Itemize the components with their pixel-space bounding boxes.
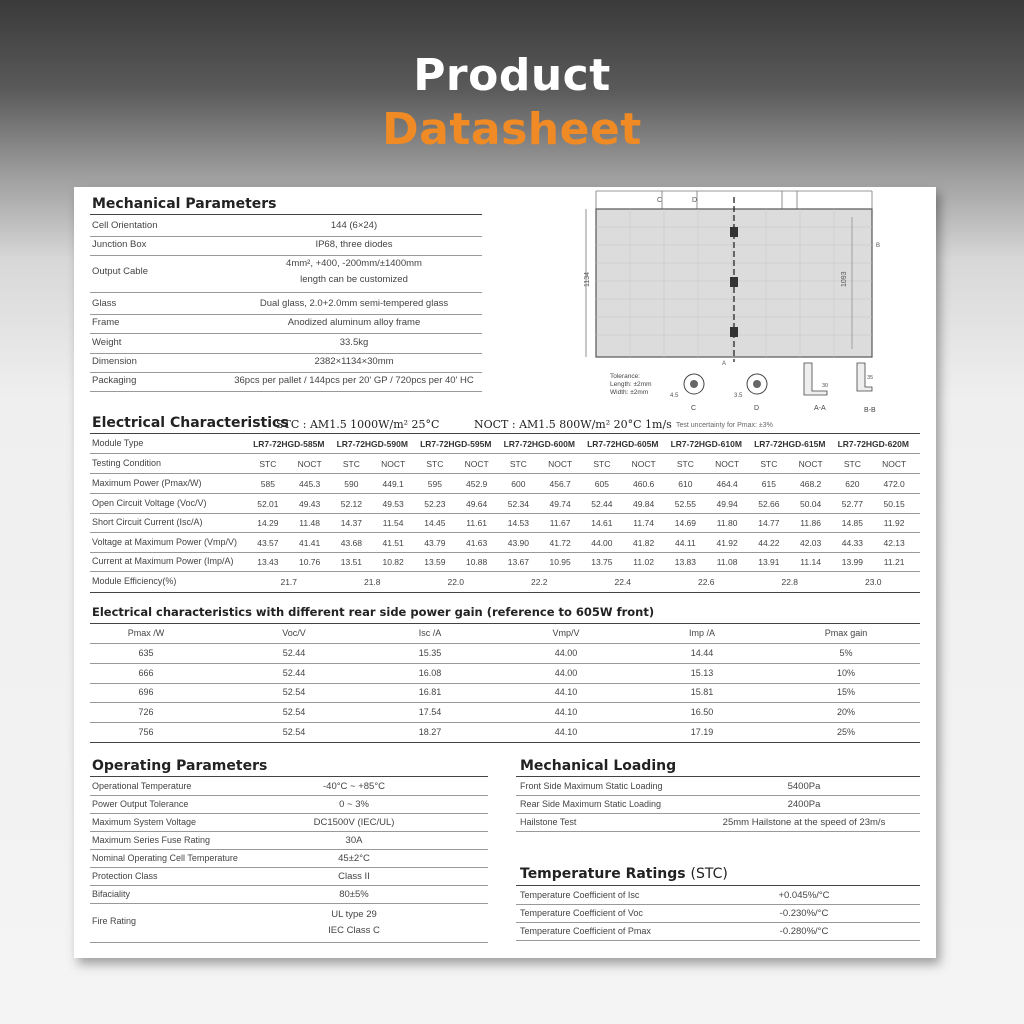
table-cell: 16.50	[690, 707, 714, 718]
table-cell: 590	[344, 479, 359, 489]
row-divider	[90, 571, 920, 572]
table-cell: 44.33	[841, 537, 864, 548]
table-cell: 42.13	[883, 537, 905, 548]
row-divider	[90, 742, 920, 743]
divider	[516, 885, 920, 886]
table-cell: 14.45	[424, 518, 446, 529]
table-cell: 41.63	[465, 537, 488, 548]
table-cell: 18.27	[418, 726, 442, 737]
table-row-label: Temperature Coefficient of Pmax	[520, 926, 651, 936]
row-divider	[90, 513, 920, 514]
row-divider	[90, 333, 482, 334]
table-cell: 615	[761, 479, 776, 489]
row-divider	[90, 831, 488, 832]
table-cell: 41.51	[382, 537, 404, 548]
table-row-label: Module Efficiency(%)	[92, 576, 177, 586]
table-row-label: Glass	[92, 298, 117, 309]
efficiency-cell: 22.2	[530, 577, 548, 587]
row-divider	[90, 942, 488, 943]
row-divider	[90, 867, 488, 868]
row-divider	[90, 292, 482, 293]
row-divider	[90, 552, 920, 553]
table-cell: 10%	[836, 667, 855, 678]
table-cell: 15.81	[690, 687, 714, 698]
svg-text:4.5: 4.5	[670, 393, 679, 399]
model-header: LR7-72HGD-620M	[837, 439, 909, 449]
table-row-value: 144 (6×24)	[330, 220, 378, 231]
test-uncertainty: Test uncertainty for Pmax: ±3%	[676, 422, 773, 429]
table-cell: 11.21	[883, 557, 905, 568]
svg-text:C: C	[657, 197, 663, 204]
table-cell: 13.51	[340, 557, 363, 568]
table-cell: 13.67	[507, 557, 530, 568]
table-cell: 449.1	[382, 479, 404, 489]
table-cell: 600	[511, 479, 526, 489]
row-divider	[90, 702, 920, 703]
table-cell: 52.44	[282, 667, 306, 678]
table-cell: 10.88	[465, 557, 488, 568]
row-divider	[90, 493, 920, 494]
row-divider	[90, 663, 920, 664]
efficiency-cell: 22.4	[614, 577, 632, 587]
table-cell: 696	[138, 687, 154, 698]
model-header: LR7-72HGD-600M	[503, 439, 575, 449]
loading-title: Mechanical Loading	[520, 758, 677, 774]
table-cell: 11.74	[633, 518, 654, 529]
table-cell: 49.94	[716, 498, 738, 509]
divider	[90, 592, 920, 593]
row-divider	[516, 795, 920, 796]
condition-stc: STC	[760, 459, 778, 469]
table-cell: 605	[594, 479, 609, 489]
svg-text:A: A	[722, 361, 727, 367]
table-row-value: Anodized aluminum alloy frame	[287, 317, 421, 328]
table-cell: 14.37	[340, 518, 363, 529]
table-cell: 15%	[836, 687, 855, 698]
row-divider	[516, 831, 920, 832]
mechanical-title: Mechanical Parameters	[92, 196, 277, 212]
model-header: LR7-72HGD-610M	[670, 439, 742, 449]
model-header: LR7-72HGD-590M	[336, 439, 408, 449]
table-cell: 42.03	[799, 537, 822, 548]
condition-noct: NOCT	[381, 459, 406, 469]
efficiency-cell: 23.0	[864, 577, 882, 587]
table-cell: 15.13	[690, 667, 714, 678]
table-cell: 756	[138, 726, 154, 737]
table-cell: 14.61	[591, 518, 613, 529]
table-row-label: Temperature Coefficient of Isc	[520, 890, 640, 900]
table-cell: 52.54	[282, 726, 306, 737]
table-row-value: 30A	[345, 835, 363, 846]
model-header: LR7-72HGD-605M	[587, 439, 659, 449]
table-cell: 44.10	[554, 707, 578, 718]
row-divider	[516, 940, 920, 941]
table-row-label: Rear Side Maximum Static Loading	[520, 799, 662, 809]
svg-text:30: 30	[822, 383, 829, 389]
condition-stc: STC	[593, 459, 611, 469]
table-cell: 52.44	[282, 648, 306, 658]
condition-noct: NOCT	[715, 459, 740, 469]
table-cell: 49.53	[382, 498, 404, 509]
row-divider	[90, 314, 482, 315]
table-row-label: Maximum System Voltage	[92, 817, 197, 827]
table-cell: 13.75	[591, 557, 613, 568]
table-row-value: IP68, three diodes	[315, 239, 393, 250]
table-row-value: Dual glass, 2.0+2.0mm semi-tempered glass	[259, 298, 449, 309]
svg-text:A-A: A-A	[814, 405, 826, 412]
table-row-value: IEC Class C	[328, 925, 380, 936]
divider	[90, 776, 488, 777]
table-cell: 14.29	[257, 518, 279, 529]
table-cell: 726	[138, 707, 154, 718]
table-cell: 41.41	[298, 537, 321, 548]
table-cell: 44.10	[554, 687, 578, 698]
table-cell: 41.92	[716, 537, 738, 548]
condition-stc: STC	[676, 459, 694, 469]
efficiency-cell: 21.7	[280, 577, 298, 587]
row-divider	[90, 903, 488, 904]
condition-noct: NOCT	[882, 459, 907, 469]
module-drawing	[582, 187, 936, 417]
temperature-title: Temperature Ratings (STC)	[520, 866, 728, 882]
table-cell: 11.61	[466, 518, 487, 529]
table-cell: 11.54	[382, 518, 404, 529]
table-row-label: Module Type	[92, 438, 144, 448]
condition-noct: NOCT	[548, 459, 573, 469]
row-divider	[90, 643, 920, 644]
table-row-label: Power Output Tolerance	[92, 799, 189, 809]
divider	[90, 623, 920, 624]
model-header: LR7-72HGD-585M	[253, 439, 325, 449]
table-cell: 41.72	[549, 537, 571, 548]
table-row-label: Short Circuit Current (Isc/A)	[92, 517, 203, 528]
svg-text:Tolerance:: Tolerance:	[610, 373, 640, 380]
table-cell: 43.57	[257, 537, 279, 548]
svg-text:3.5: 3.5	[734, 393, 743, 399]
table-cell: 11.08	[716, 557, 738, 568]
electrical-title: Electrical Characteristics	[92, 415, 289, 431]
table-cell: 43.68	[340, 537, 363, 548]
table-row-label: Hailstone Test	[520, 817, 577, 827]
svg-text:D: D	[754, 405, 760, 412]
table-row-value: +0.045%/°C	[778, 890, 830, 901]
row-divider	[90, 813, 488, 814]
table-cell: 11.92	[883, 518, 905, 529]
table-row-label: Cell Orientation	[92, 220, 158, 231]
table-cell: 52.34	[507, 498, 530, 509]
operating-title: Operating Parameters	[92, 758, 268, 774]
table-cell: 14.53	[507, 518, 530, 529]
condition-stc: STC	[426, 459, 444, 469]
table-cell: 49.84	[632, 498, 655, 509]
condition-noct: NOCT	[297, 459, 322, 469]
table-cell: 595	[427, 479, 442, 489]
table-cell: 52.54	[282, 707, 306, 718]
table-cell: 44.00	[554, 648, 578, 658]
row-divider	[90, 849, 488, 850]
table-row-value: -40°C ~ +85°C	[323, 781, 385, 792]
row-divider	[90, 353, 482, 354]
table-cell: 25%	[836, 726, 855, 737]
table-cell: 44.22	[758, 537, 780, 548]
table-cell: 15.35	[418, 648, 442, 658]
table-row-label: Testing Condition	[92, 458, 162, 468]
row-divider	[90, 722, 920, 723]
table-cell: 44.00	[554, 667, 578, 678]
table-row-label: Maximum Series Fuse Rating	[92, 835, 211, 845]
table-cell: 11.80	[716, 518, 738, 529]
row-divider	[516, 813, 920, 814]
condition-noct: NOCT	[464, 459, 489, 469]
dim-inner-label: 1093	[841, 271, 848, 287]
table-cell: 456.7	[549, 479, 571, 489]
table-cell: 11.48	[299, 518, 320, 529]
table-row-value: 4mm², +400, -200mm/±1400mm	[286, 258, 422, 269]
table-row-value: 2400Pa	[787, 799, 821, 810]
table-cell: 472.0	[883, 479, 905, 489]
column-header: Pmax /W	[127, 628, 165, 638]
divider	[90, 214, 482, 215]
table-cell: 17.54	[418, 707, 442, 718]
row-divider	[90, 473, 920, 474]
stc-condition: STC : AM1.5 1000W/m² 25°C	[276, 418, 440, 431]
svg-text:35: 35	[867, 375, 874, 381]
table-cell: 50.04	[799, 498, 822, 509]
dim-height-label: 1134	[584, 271, 591, 287]
svg-text:B-B: B-B	[864, 407, 876, 414]
table-cell: 13.43	[257, 557, 279, 568]
table-cell: 49.74	[549, 498, 571, 509]
table-cell: 14.44	[690, 648, 714, 658]
model-header: LR7-72HGD-595M	[420, 439, 492, 449]
noct-condition: NOCT : AM1.5 800W/m² 20°C 1m/s	[474, 418, 672, 431]
table-row-value: -0.280%/°C	[779, 926, 829, 937]
table-cell: 44.00	[591, 537, 613, 548]
table-row-label: Bifaciality	[92, 889, 131, 899]
table-row-label: Current at Maximum Power (Imp/A)	[92, 556, 234, 567]
row-divider	[516, 904, 920, 905]
efficiency-cell: 21.8	[363, 577, 381, 587]
table-cell: 10.95	[549, 557, 571, 568]
table-row-value: length can be customized	[300, 274, 408, 285]
table-cell: 52.01	[257, 498, 279, 509]
row-divider	[90, 236, 482, 237]
row-divider	[90, 885, 488, 886]
row-divider	[90, 255, 482, 256]
row-divider	[90, 372, 482, 373]
efficiency-cell: 22.0	[447, 577, 465, 587]
table-cell: 468.2	[799, 479, 822, 489]
table-cell: 49.43	[298, 498, 321, 509]
table-cell: 49.64	[465, 498, 488, 509]
column-header: Vmp/V	[552, 628, 580, 638]
divider	[516, 776, 920, 777]
table-cell: 610	[678, 479, 693, 489]
table-cell: 10.82	[382, 557, 404, 568]
condition-stc: STC	[259, 459, 277, 469]
row-divider	[90, 795, 488, 796]
table-row-value: 5400Pa	[787, 781, 821, 792]
table-cell: 43.90	[507, 537, 530, 548]
table-row-label: Protection Class	[92, 871, 158, 881]
table-cell: 460.6	[632, 479, 655, 489]
row-divider	[90, 391, 482, 392]
table-cell: 445.3	[298, 479, 321, 489]
table-row-value: 25mm Hailstone at the speed of 23m/s	[722, 817, 886, 828]
table-cell: 52.55	[674, 498, 697, 509]
table-cell: 5%	[839, 648, 853, 658]
table-row-label: Operational Temperature	[92, 781, 192, 791]
table-cell: 14.69	[674, 518, 697, 529]
table-cell: 464.4	[716, 479, 738, 489]
table-row-value: Class II	[338, 871, 370, 882]
efficiency-cell: 22.8	[781, 577, 799, 587]
table-row-label: Nominal Operating Cell Temperature	[92, 853, 238, 863]
hero-title-datasheet: Datasheet	[382, 104, 642, 155]
table-row-value: 2382×1134×30mm	[314, 356, 394, 367]
table-cell: 43.79	[424, 537, 446, 548]
svg-text:D: D	[692, 197, 698, 204]
row-divider	[90, 532, 920, 533]
svg-text:C: C	[691, 405, 697, 412]
table-cell: 17.19	[690, 726, 714, 737]
row-divider	[516, 922, 920, 923]
table-cell: 14.85	[841, 518, 864, 529]
row-divider	[90, 453, 920, 454]
svg-text:Width: ±2mm: Width: ±2mm	[610, 389, 649, 396]
table-cell: 10.76	[298, 557, 321, 568]
table-row-label: Dimension	[92, 356, 137, 367]
column-header: Voc/V	[282, 628, 306, 638]
table-row-value: 36pcs per pallet / 144pcs per 20' GP / 720pcs per 40' HC	[234, 375, 474, 386]
table-cell: 50.15	[883, 498, 905, 509]
condition-stc: STC	[509, 459, 527, 469]
divider	[90, 433, 920, 434]
table-row-label: Junction Box	[92, 239, 147, 250]
table-row-label: Front Side Maximum Static Loading	[520, 781, 663, 791]
table-cell: 585	[260, 479, 275, 489]
svg-text:Length: ±2mm: Length: ±2mm	[610, 381, 652, 388]
table-cell: 16.08	[418, 667, 442, 678]
table-row-value: UL type 29	[331, 909, 377, 920]
table-cell: 635	[138, 648, 154, 658]
table-cell: 452.9	[465, 479, 488, 489]
table-row-label: Open Circuit Voltage (Voc/V)	[92, 497, 207, 508]
row-divider	[90, 683, 920, 684]
table-row-value: -0.230%/°C	[779, 908, 829, 919]
table-cell: 11.67	[549, 518, 571, 529]
table-row-label: Frame	[92, 317, 120, 328]
table-row-value: 80±5%	[339, 889, 369, 900]
table-row-label: Maximum Power (Pmax/W)	[92, 478, 202, 488]
table-cell: 20%	[836, 707, 855, 718]
table-cell: 666	[138, 667, 154, 678]
table-cell: 13.99	[841, 557, 864, 568]
svg-text:B: B	[876, 243, 881, 249]
table-cell: 13.59	[424, 557, 446, 568]
table-cell: 52.23	[424, 498, 446, 509]
table-row-value: 0 ~ 3%	[339, 799, 369, 810]
condition-noct: NOCT	[631, 459, 656, 469]
table-row-value: DC1500V (IEC/UL)	[313, 817, 395, 828]
table-row-label: Output Cable	[92, 266, 148, 277]
column-header: Isc /A	[418, 628, 442, 638]
datasheet-page	[74, 187, 936, 958]
table-cell: 13.83	[674, 557, 697, 568]
table-cell: 52.54	[282, 687, 306, 698]
condition-noct: NOCT	[798, 459, 823, 469]
table-cell: 14.77	[758, 518, 780, 529]
table-cell: 11.02	[633, 557, 654, 568]
table-cell: 41.82	[632, 537, 655, 548]
table-row-value: 33.5kg	[339, 337, 369, 348]
table-cell: 16.81	[418, 687, 442, 698]
column-header: Imp /A	[688, 628, 715, 638]
table-cell: 11.14	[800, 557, 821, 568]
table-cell: 52.44	[591, 498, 613, 509]
table-cell: 52.66	[758, 498, 780, 509]
hero-title-product: Product	[413, 50, 611, 101]
table-row-value: 45±2°C	[338, 853, 370, 864]
table-row-label: Temperature Coefficient of Voc	[520, 908, 643, 918]
column-header: Pmax gain	[824, 628, 868, 638]
table-row-label: Packaging	[92, 375, 137, 386]
table-cell: 52.12	[340, 498, 363, 509]
table-cell: 44.10	[554, 726, 578, 737]
condition-stc: STC	[342, 459, 360, 469]
rear-gain-title: Electrical characteristics with different rear side power gain (reference to 605W front)	[92, 605, 655, 619]
table-row-label: Fire Rating	[92, 916, 137, 926]
table-row-label: Weight	[92, 337, 122, 348]
table-row-label: Voltage at Maximum Power (Vmp/V)	[92, 536, 238, 547]
efficiency-cell: 22.6	[697, 577, 715, 587]
model-header: LR7-72HGD-615M	[754, 439, 826, 449]
table-cell: 52.77	[841, 498, 864, 509]
table-cell: 13.91	[758, 557, 780, 568]
table-cell: 620	[845, 479, 860, 489]
table-cell: 44.11	[675, 537, 696, 548]
table-cell: 11.86	[800, 518, 821, 529]
condition-stc: STC	[843, 459, 861, 469]
